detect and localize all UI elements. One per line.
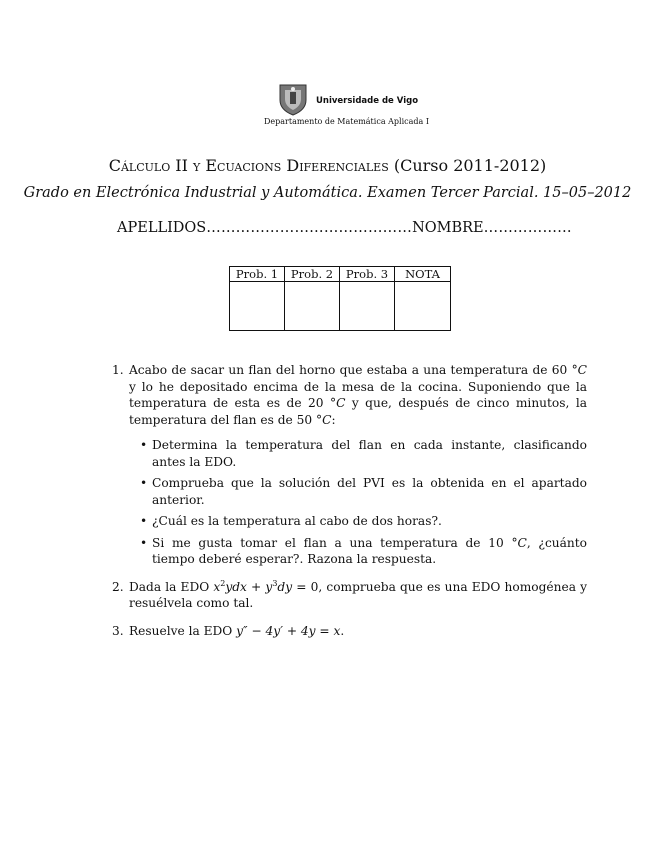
problem-2-text: Dada la EDO $x^2ydx + y^3dy = 0$, comprueba que es una EDO homogénea y resuélvela como tal. xyxy=(129,578,587,610)
problem-3 xyxy=(112,623,587,640)
problem-3-text: Resuelve la EDO y″ − 4y′ + 4y = x. xyxy=(129,623,345,638)
grades-header-prob2: Prob. 2 xyxy=(285,267,340,282)
grades-score-row xyxy=(230,282,451,331)
grades-header-nota: NOTA xyxy=(395,267,451,282)
university-crest-icon xyxy=(276,82,310,116)
problem-1-item-3: • ¿Cuál es la temperatura al cabo de dos horas?. xyxy=(129,513,587,530)
problem-1-item-1: • Determina la temperatura del flan en cada instante, clasificando antes la EDO. xyxy=(129,437,587,470)
problem-3-equation: y″ − 4y′ + 4y = x xyxy=(236,623,341,638)
problem-1 xyxy=(112,362,587,568)
course-name: Cálculo II y Ecuacions Diferenciales xyxy=(108,156,389,175)
surname-dots: …………………………………… xyxy=(206,220,413,236)
name-label: NOMBRE xyxy=(412,220,484,236)
exam-subtitle: Grado en Electrónica Industrial y Automática. Examen Tercer Parcial. 15–05–2012 xyxy=(23,185,632,201)
problem-1-subitems xyxy=(129,437,587,568)
student-name-line xyxy=(117,220,572,236)
grades-cell-nota xyxy=(395,282,451,331)
problem-2-number: 2. xyxy=(112,579,124,594)
grades-header-prob1: Prob. 1 xyxy=(230,267,285,282)
grades-cell-prob2 xyxy=(285,282,340,331)
department-name: Departamento de Matemática Aplicada I xyxy=(264,117,429,126)
grades-cell-prob1 xyxy=(230,282,285,331)
university-name: Universidade de Vigo xyxy=(316,96,419,106)
problem-2 xyxy=(112,579,587,612)
grades-header-prob3: Prob. 3 xyxy=(340,267,395,282)
grades-table xyxy=(229,266,451,331)
name-dots: ……………… xyxy=(483,220,572,236)
university-logo xyxy=(264,82,429,128)
problem-3-number: 3. xyxy=(112,623,124,638)
problem-1-item-4: • Si me gusta tomar el flan a una temperatura de 10 °C, ¿cuánto tiempo deberé esperar?. Razona la respuesta. xyxy=(129,535,587,568)
problem-list xyxy=(112,362,587,650)
grades-header-row xyxy=(230,267,451,282)
problem-1-item-2: • Comprueba que la solución del PVI es la obtenida en el apartado anterior. xyxy=(129,475,587,508)
course-year: (Curso 2011-2012) xyxy=(393,156,547,175)
problem-1-text: Acabo de sacar un flan del horno que estaba a una temperatura de 60 °C y lo he depositado encima de la mesa de la cocina. Suponiendo que la temperatura de esta es de 20 °C y que, después de cinco minutos, la temperatura del flan es de 50 °C: xyxy=(129,363,587,427)
surname-label: APELLIDOS xyxy=(117,220,207,236)
grades-cell-prob3 xyxy=(340,282,395,331)
exam-title xyxy=(0,156,655,175)
problem-1-number: 1. xyxy=(112,363,124,377)
